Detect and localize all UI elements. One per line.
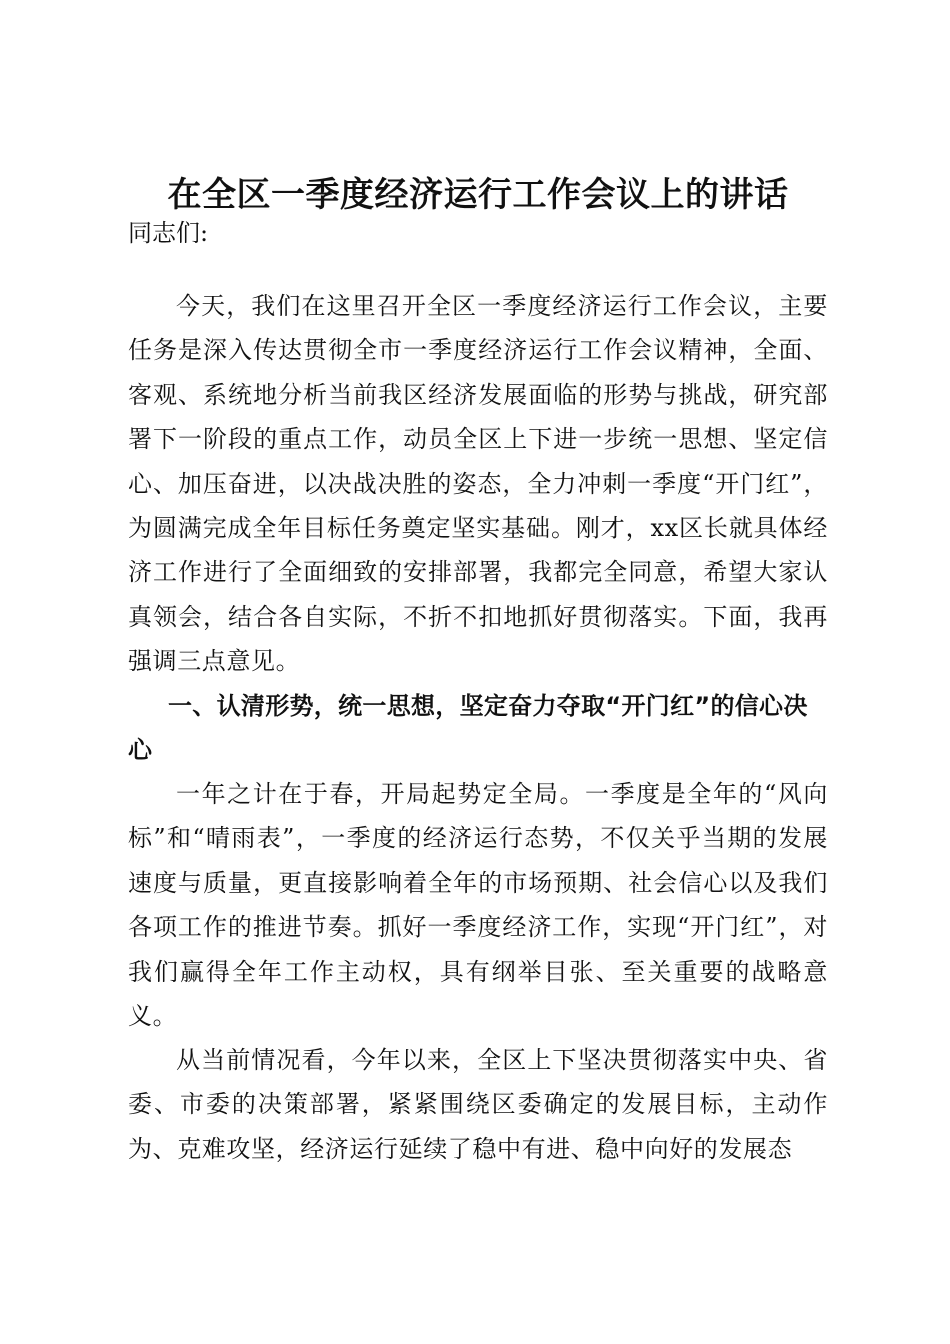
salutation: 同志们: <box>128 219 209 247</box>
opening-paragraph: 今天，我们在这里召开全区一季度经济运行工作会议，主要任务是深入传达贯彻全市一季度经济运行工作会议精神，全面、客观、系统地分析当前我区经济发展面临的形势与挑战，研究部署下一阶段的重点工作，动员全区上下进一步统一思想、坚定信心、加压奋进，以决战决胜的姿态，全力冲刺一季度“开门红”，为圆满完成全年目标任务奠定坚实基础。刚才，xx区长就具体经济工作进行了全面细致的安排部署，我都完全同意，希望大家认真领会，结合各自实际，不折不扣地抓好贯彻落实。下面，我再强调三点意见。 <box>128 292 828 676</box>
section1-paragraph-2: 从当前情况看，今年以来，全区上下坚决贯彻落实中央、省委、市委的决策部署，紧紧围绕区委确定的发展目标，主动作为、克难攻坚，经济运行延续了稳中有进、稳中向好的发展态 <box>128 1046 828 1163</box>
section1-paragraph-1: 一年之计在于春，开局起势定全局。一季度是全年的“风向标”和“晴雨表”，一季度的经济运行态势，不仅关乎当期的发展速度与质量，更直接影响着全年的市场预期、社会信心以及我们各项工作的推进节奏。抓好一季度经济工作，实现“开门红”，对我们赢得全年工作主动权，具有纲举目张、至关重要的战略意义。 <box>128 780 828 1031</box>
document-title: 在全区一季度经济运行工作会议上的讲话 <box>167 175 789 215</box>
section-heading-1: 一、认清形势，统一思想，坚定奋力夺取“开门红”的信心决心 <box>128 692 808 765</box>
